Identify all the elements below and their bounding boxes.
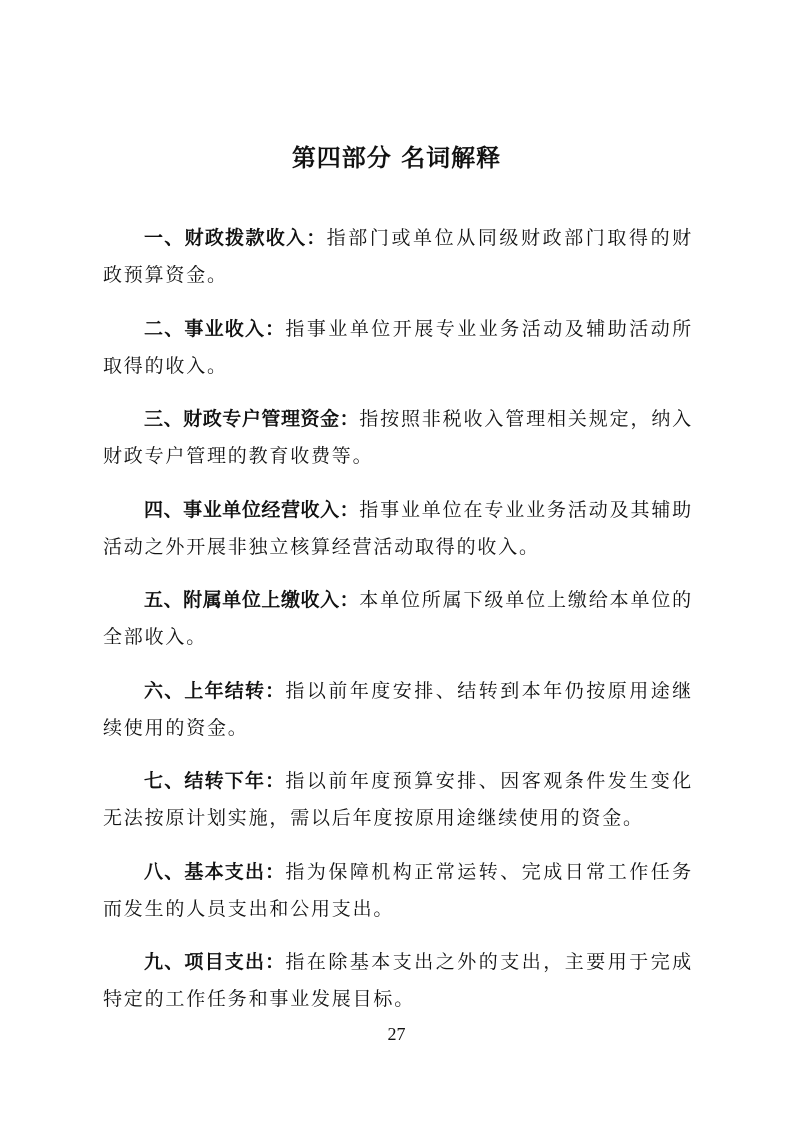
term-definition: 指事业单位开展专业业务活动及辅助活动所取得的收入。 [103,317,693,377]
term-name: 四、事业单位经营收入： [144,498,360,521]
term-list [103,220,693,1035]
term-definition: 指以前年度安排、结转到本年仍按原用途继续使用的资金。 [103,679,693,739]
term-name: 九、项目支出： [144,951,286,973]
term-item [103,763,693,837]
term-item [103,944,693,1018]
term-name: 三、财政专户管理资金： [144,408,360,430]
term-item [103,401,693,475]
term-name: 六、上年结转： [144,679,286,702]
term-definition: 本单位所属下级单位上缴给本单位的全部收入。 [103,589,693,648]
term-name: 一、财政拨款收入： [144,227,327,249]
term-definition: 指以前年度预算安排、因客观条件发生变化无法按原计划实施，需以后年度按原用途继续使用的资金。 [103,770,693,829]
term-item [103,220,693,294]
term-item [103,582,693,656]
term-name: 八、基本支出： [144,860,286,883]
term-name: 七、结转下年： [144,770,286,792]
page-title: 第四部分 名词解释 [291,144,502,172]
page-number: 27 [387,1024,406,1044]
term-item [103,854,693,928]
term-item [103,492,693,566]
term-item [103,673,693,747]
term-name: 五、附属单位上缴收入： [144,589,360,611]
term-definition: 指在除基本支出之外的支出，主要用于完成特定的工作任务和事业发展目标。 [103,951,693,1010]
term-name: 二、事业收入： [144,317,286,340]
term-item [103,311,693,385]
term-definition: 指为保障机构正常运转、完成日常工作任务而发生的人员支出和公用支出。 [103,860,693,920]
term-definition: 指部门或单位从同级财政部门取得的财政预算资金。 [103,227,693,286]
term-definition: 指按照非税收入管理相关规定，纳入财政专户管理的教育收费等。 [103,408,693,467]
term-definition: 指事业单位在专业业务活动及其辅助活动之外开展非独立核算经营活动取得的收入。 [103,498,693,558]
